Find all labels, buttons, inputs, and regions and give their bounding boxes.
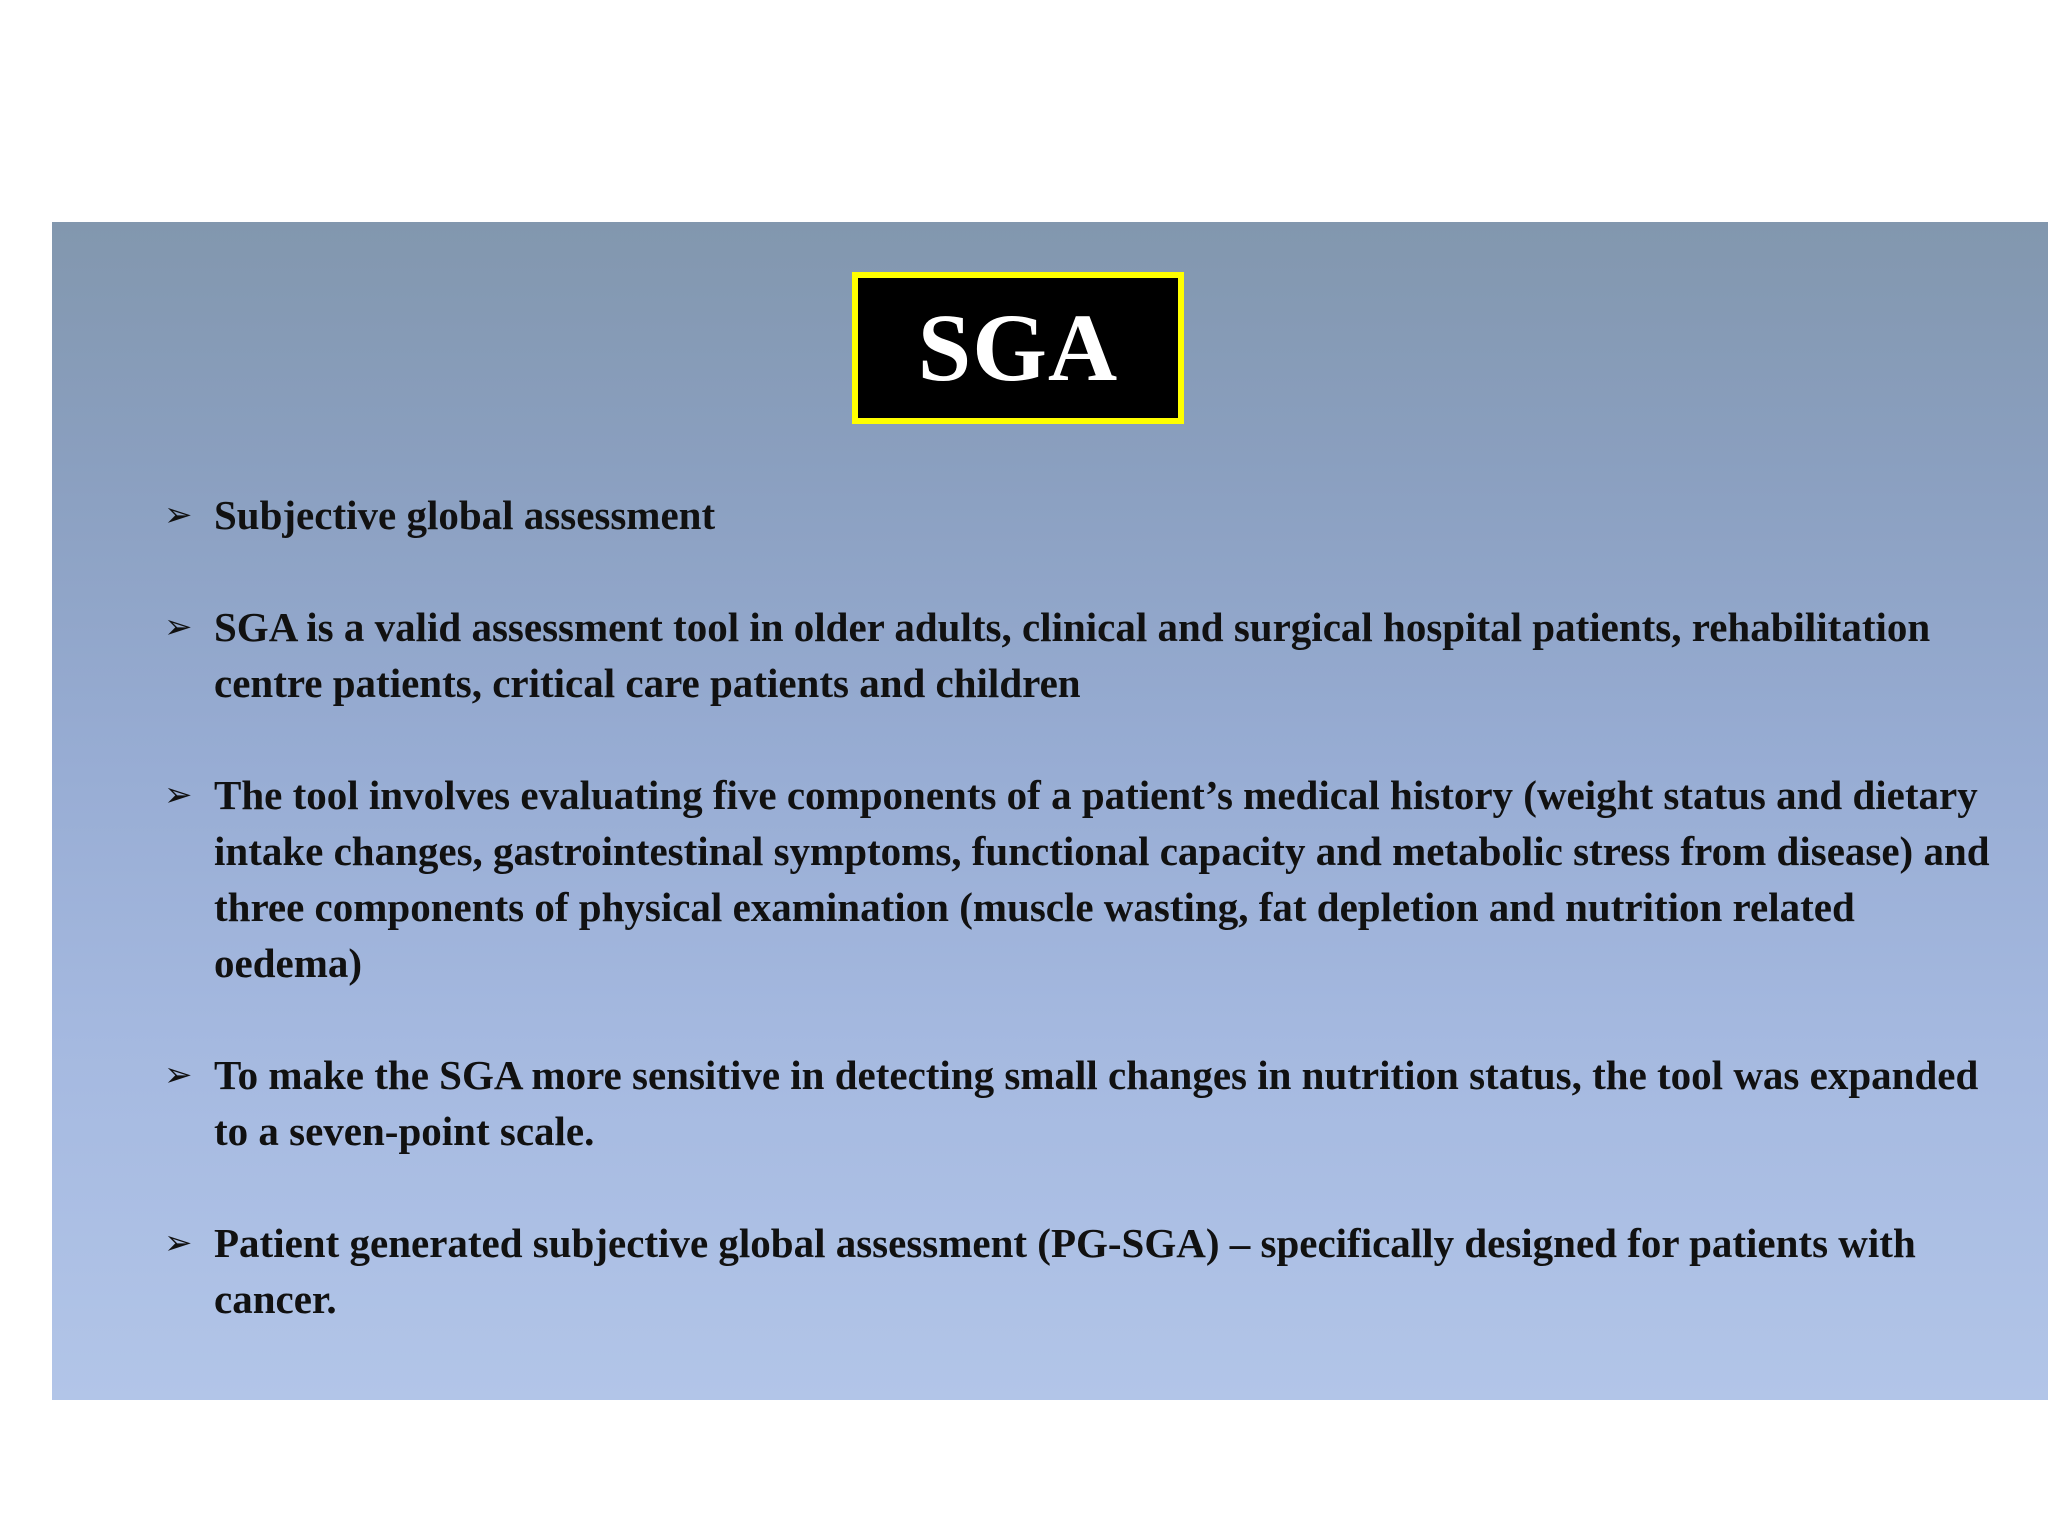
slide: [52, 222, 2048, 1400]
arrow-bullet-icon: ➢: [164, 775, 193, 815]
arrow-bullet-icon: ➢: [164, 607, 193, 647]
title-box: [852, 272, 1184, 424]
bullet-item: [164, 599, 2004, 711]
bullet-item: [164, 487, 2004, 543]
bullet-item: [164, 1047, 2004, 1159]
bullet-item: [164, 767, 2004, 991]
bullet-text: The tool involves evaluating five components of a patient’s medical history (weight status and dietary intake changes, gastrointestinal symptoms, functional capacity and metabolic stress from disease) and three components of physical examination (muscle wasting, fat depletion and nutrition related oedema): [214, 772, 1990, 986]
arrow-bullet-icon: ➢: [164, 1223, 193, 1263]
slide-title: SGA: [917, 294, 1119, 401]
bullet-text: Patient generated subjective global assessment (PG-SGA) – specifically designed for patients with cancer.: [214, 1220, 1916, 1322]
bullet-text: To make the SGA more sensitive in detecting small changes in nutrition status, the tool was expanded to a seven-point scale.: [214, 1052, 1979, 1154]
arrow-bullet-icon: ➢: [164, 495, 193, 535]
bullet-list: [164, 487, 2004, 1327]
bullet-item: [164, 1215, 2004, 1327]
bullet-text: SGA is a valid assessment tool in older adults, clinical and surgical hospital patients, rehabilitation centre patients, critical care patients and children: [214, 604, 1931, 706]
bullet-text: Subjective global assessment: [214, 492, 716, 538]
arrow-bullet-icon: ➢: [164, 1055, 193, 1095]
